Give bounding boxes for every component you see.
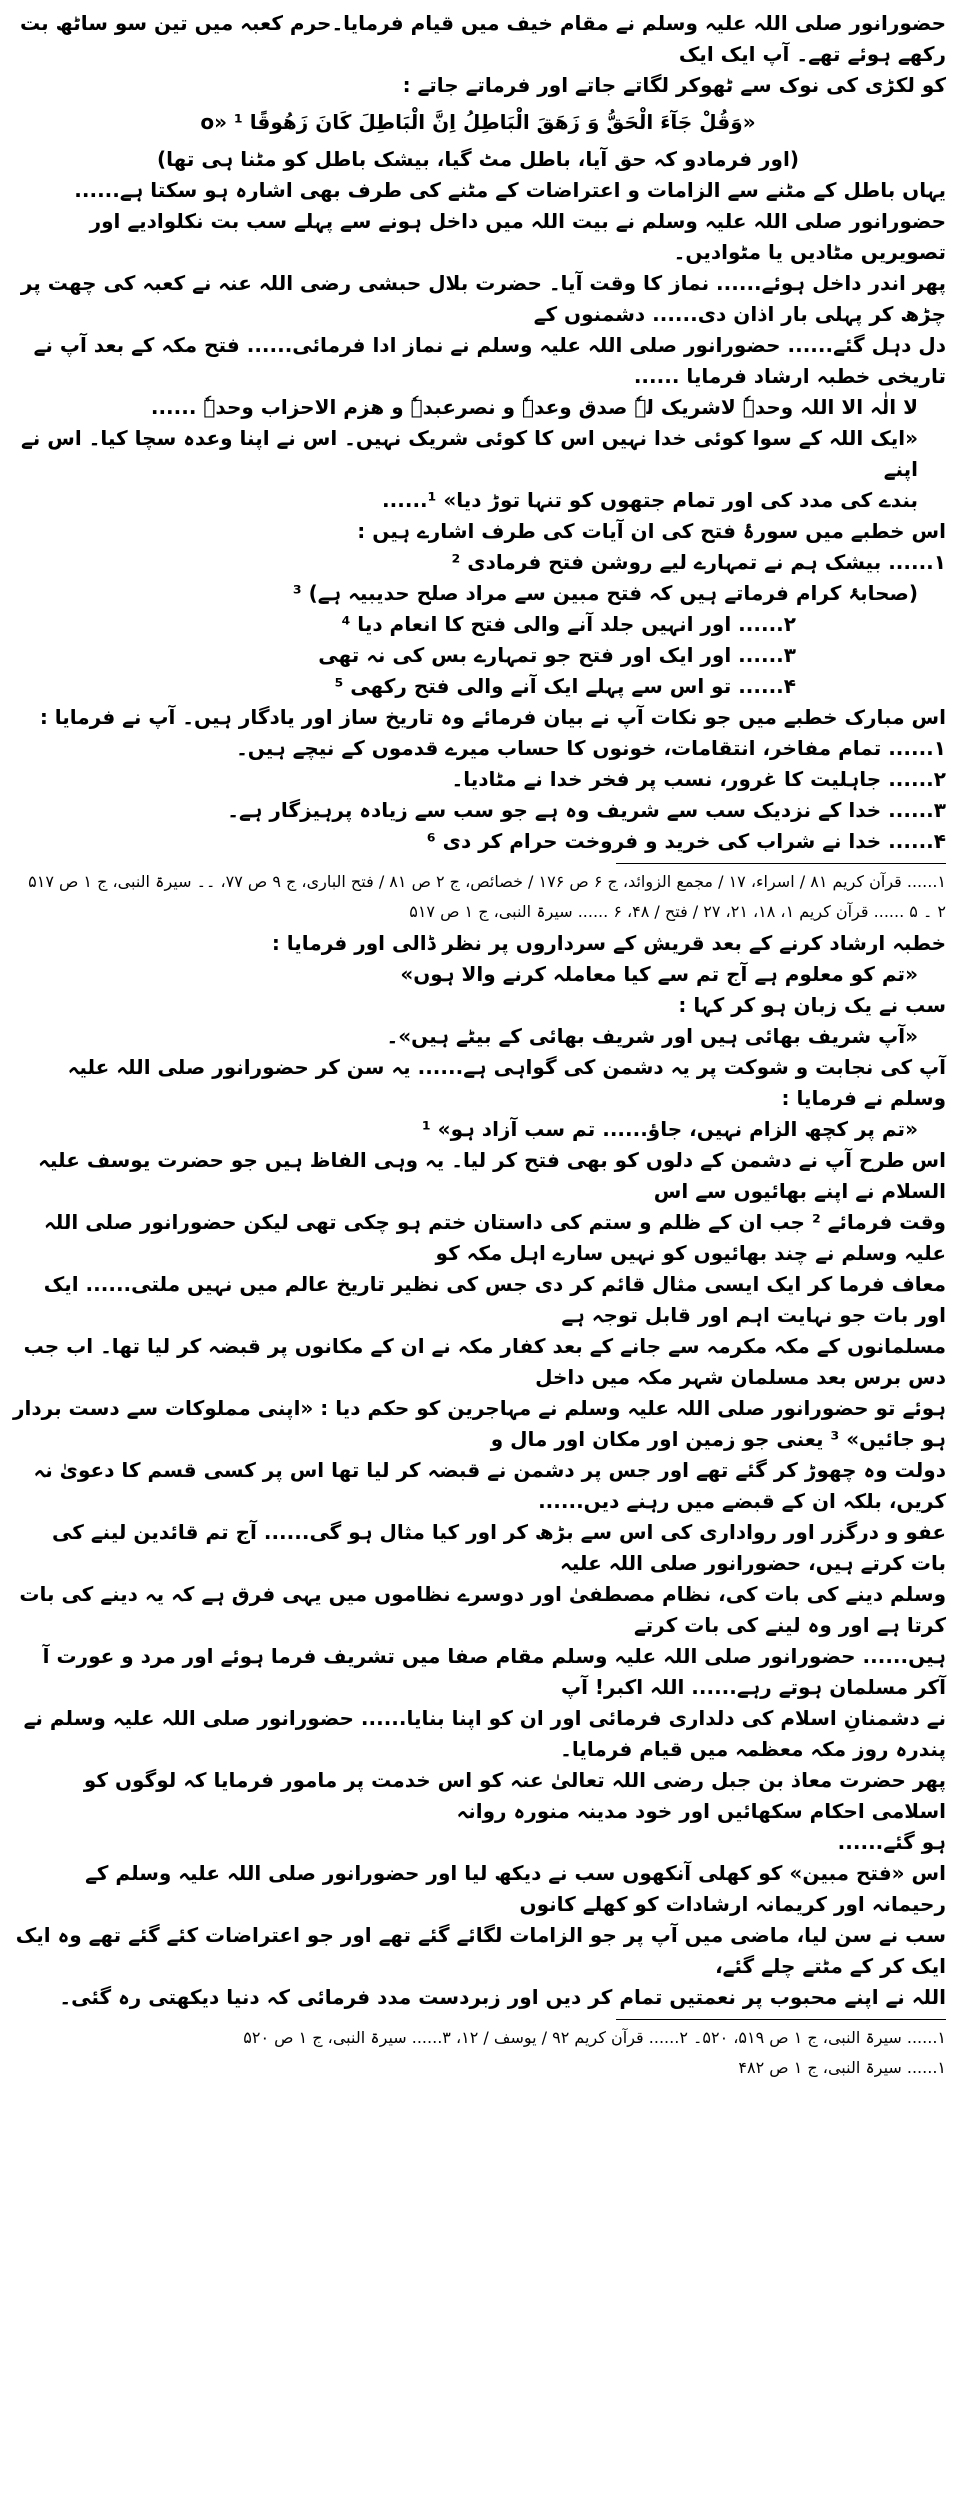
verse-translation: (اور فرمادو کہ حق آیا، باطل مٹ گیا، بیشک باطل کو مٹنا ہی تھا) (157, 147, 799, 171)
paragraph: نے دشمنانِ اسلام کی دلداری فرمائی اور ان کو اپنا بنایا...... حضورانور صلی اللہ علیہ وسلم نے پندرہ روز مکہ معظمہ میں قیام فرمایا۔ (23, 1706, 946, 1761)
list-item: ۲...... جاہلیت کا غرور، نسب پر فخر خدا نے مٹادیا۔ (451, 767, 946, 791)
paragraph: مسلمانوں کے مکہ مکرمہ سے جانے کے بعد کفار مکہ نے ان کے مکانوں پر قبضہ کر لیا تھا۔ اب جب دس برس بعد مسلمان شہر مکہ میں داخل (23, 1334, 946, 1389)
list-item: ۴...... تو اس سے پہلے ایک آنے والی فتح رکھی ⁵ (334, 674, 796, 698)
paragraph: وسلم دینے کی بات کی، نظام مصطفیٰ اور دوسرے نظاموں میں یہی فرق ہے کہ یہ دینے کی بات کرتا ہے اور وہ لینے کی بات کرتے (19, 1582, 946, 1637)
paragraph: اس خطبے میں سورۂ فتح کی ان آیات کی طرف اشارے ہیں : (357, 519, 946, 543)
paragraph: حضورانور صلی اللہ علیہ وسلم نے مقام خیف میں قیام فرمایا۔حرم کعبہ میں تین سو ساٹھ بت رکھے ہوئے تھے۔ آپ ایک ایک (19, 11, 946, 66)
paragraph: پھر اندر داخل ہوئے...... نماز کا وقت آیا۔ حضرت بلال حبشی رضی اللہ عنہ نے کعبہ کی چھت پر چڑھ کر پہلی بار اذان دی...... دشمنوں کے (20, 271, 946, 326)
paragraph: خطبہ ارشاد کرنے کے بعد قریش کے سرداروں پر نظر ڈالی اور فرمایا : (271, 931, 946, 955)
footnote: ۱...... سیرۃ النبی، ج ۱ ص ۴۸۲ (738, 2058, 946, 2077)
paragraph: ہو گئے...... (837, 1830, 946, 1854)
list-item: ۲...... اور انہیں جلد آنے والی فتح کا انعام دیا ⁴ (341, 612, 796, 636)
quote-line: بندے کی مدد کی اور تمام جتھوں کو تنہا توڑ دیا» ¹...... (382, 488, 918, 512)
list-item: ۱...... تمام مفاخر، انتقامات، خونوں کا حساب میرے قدموں کے نیچے ہیں۔ (236, 736, 946, 760)
paragraph: عفو و درگزر اور رواداری کی اس سے بڑھ کر اور کیا مثال ہو گی...... آج تم قائدین لینے کی بات کرتے ہیں، حضورانور صلی اللہ علیہ (51, 1520, 946, 1575)
paragraph: اس «فتح مبین» کو کھلی آنکھوں سب نے دیکھ لیا اور حضورانور صلی اللہ علیہ وسلم کے رحیمانہ اور کریمانہ ارشادات کو کھلے کانوں (85, 1861, 946, 1916)
paragraph: حضورانور صلی اللہ علیہ وسلم نے بیت اللہ میں داخل ہونے سے پہلے سب بت نکلوادیے اور تصویریں مٹادیں یا مٹوادیں۔ (89, 209, 946, 264)
paragraph: وقت فرمائے ² جب ان کے ظلم و ستم کی داستان ختم ہو چکی تھی لیکن حضورانور صلی اللہ علیہ وسلم نے چند بھائیوں کو نہیں سارے اہل مکہ کو (44, 1210, 946, 1265)
paragraph: سب نے یک زبان ہو کر کہا : (678, 993, 946, 1017)
quote-line: «تم پر کچھ الزام نہیں، جاؤ...... تم سب آزاد ہو» ¹ (421, 1117, 918, 1141)
list-item: ۱...... بیشک ہم نے تمہارے لیے روشن فتح فرمادی ² (451, 550, 946, 574)
quote-line: «ایک اللہ کے سوا کوئی خدا نہیں اس کا کوئی شریک نہیں۔ اس نے اپنا وعدہ سچا کیا۔ اس نے اپنے (21, 426, 918, 481)
paragraph: معاف فرما کر ایک ایسی مثال قائم کر دی جس کی نظیر تاریخ عالم میں نہیں ملتی...... ایک اور بات جو نہایت اہم اور قابل توجہ ہے (43, 1272, 946, 1327)
arabic-text: لا الٰہ الا اللہ وحدہٗ لاشریک لہٗ صدق وعدہٗ و نصرعبدہٗ و ھزم الاحزاب وحدہٗ ...... (150, 395, 918, 419)
quote-line: «آپ شریف بھائی ہیں اور شریف بھائی کے بیٹے ہیں»۔ (386, 1024, 918, 1048)
paragraph: کو لکڑی کی نوک سے ٹھوکر لگاتے جاتے اور فرماتے جاتے : (402, 73, 946, 97)
list-item: ۳...... خدا کے نزدیک سب سے شریف وہ ہے جو سب سے زیادہ پرہیزگار ہے۔ (227, 798, 946, 822)
footnote: ۱...... قرآن کریم ۸۱ / اسراء، ۱۷ / مجمع الزوائد، ج ۶ ص ۱۷۶ / خصائص، ج ۲ ص ۸۱ / فتح الباری، ج ۹ ص ۷۷، ۔۔ سیرۃ النبی، ج ۱ ص ۵۱۷ (28, 872, 946, 891)
footnote: ۱...... سیرۃ النبی، ج ۱ ص ۵۱۹، ۵۲۰۔ ۲...... قرآن کریم ۹۲ / یوسف / ۱۲، ۳...... سیرۃ النبی، ج ۱ ص ۵۲۰ (243, 2028, 946, 2047)
paragraph: پھر حضرت معاذ بن جبل رضی اللہ تعالیٰ عنہ کو اس خدمت پر مامور فرمایا کہ لوگوں کو اسلامی احکام سکھائیں اور خود مدینہ منورہ روانہ (83, 1768, 946, 1823)
footnote: ۲ ۔ ۵ ...... قرآن کریم ۱، ۱۸، ۲۱، ۲۷ / فتح / ۴۸، ۶ ...... سیرۃ النبی، ج ۱ ص ۵۱۷ (409, 902, 946, 921)
quran-verse: «وَقُلْ جَآءَ الْحَقُّ وَ زَهَقَ الْبَاطِلُ اِنَّ الْبَاطِلَ كَانَ زَهُوقًا o» ¹ (200, 110, 756, 134)
note-line: (صحابۂ کرام فرماتے ہیں کہ فتح مبین سے مراد صلح حدیبیہ ہے) ³ (292, 581, 918, 605)
list-item: ۴...... خدا نے شراب کی خرید و فروخت حرام کر دی ⁶ (426, 829, 946, 853)
paragraph: ہیں...... حضورانور صلی اللہ علیہ وسلم مقام صفا میں تشریف فرما ہوئے اور مرد و عورت آ آکر مسلمان ہوتے رہے...... اللہ اکبر! آپ (42, 1644, 946, 1699)
footnote-divider (616, 2019, 946, 2020)
paragraph: ہوئے تو حضورانور صلی اللہ علیہ وسلم نے مہاجرین کو حکم دیا : «اپنی مملوکات سے دست بردار ہو جائیں» ³ یعنی جو زمین اور مکان اور مال و (13, 1396, 946, 1451)
paragraph: یہاں باطل کے مٹنے سے الزامات و اعتراضات کے مٹنے کی طرف بھی اشارہ ہو سکتا ہے...... (74, 178, 946, 202)
paragraph: سب نے سن لیا، ماضی میں آپ پر جو الزامات لگائے گئے تھے اور جو اعتراضات کئے گئے تھے وہ ایک ایک کر کے مٹتے چلے گئے، (15, 1923, 946, 1978)
paragraph: دولت وہ چھوڑ کر گئے تھے اور جس پر دشمن نے قبضہ کر لیا تھا اس پر کسی قسم کا دعویٰ نہ کریں، بلکہ ان کے قبضے میں رہنے دیں...... (33, 1458, 946, 1513)
paragraph: آپ کی نجابت و شوکت پر یہ دشمن کی گواہی ہے...... یہ سن کر حضورانور صلی اللہ علیہ وسلم نے فرمایا : (67, 1055, 946, 1110)
footnote-divider (616, 863, 946, 864)
paragraph: اس طرح آپ نے دشمن کے دلوں کو بھی فتح کر لیا۔ یہ وہی الفاظ ہیں جو حضرت یوسف علیہ السلام نے اپنے بھائیوں سے اس (38, 1148, 946, 1203)
paragraph: اللہ نے اپنے محبوب پر نعمتیں تمام کر دیں اور زبردست مدد فرمائی کہ دنیا دیکھتی رہ گئی۔ (59, 1985, 946, 2009)
paragraph: دل دہل گئے...... حضورانور صلی اللہ علیہ وسلم نے نماز ادا فرمائی...... فتح مکہ کے بعد آپ نے تاریخی خطبہ ارشاد فرمایا ...... (33, 333, 946, 388)
list-item: ۳...... اور ایک اور فتح جو تمہارے بس کی نہ تھی (318, 643, 796, 667)
paragraph: اس مبارک خطبے میں جو نکات آپ نے بیان فرمائے وہ تاریخ ساز اور یادگار ہیں۔ آپ نے فرمایا : (39, 705, 946, 729)
quote-line: «تم کو معلوم ہے آج تم سے کیا معاملہ کرنے والا ہوں» (400, 962, 918, 986)
